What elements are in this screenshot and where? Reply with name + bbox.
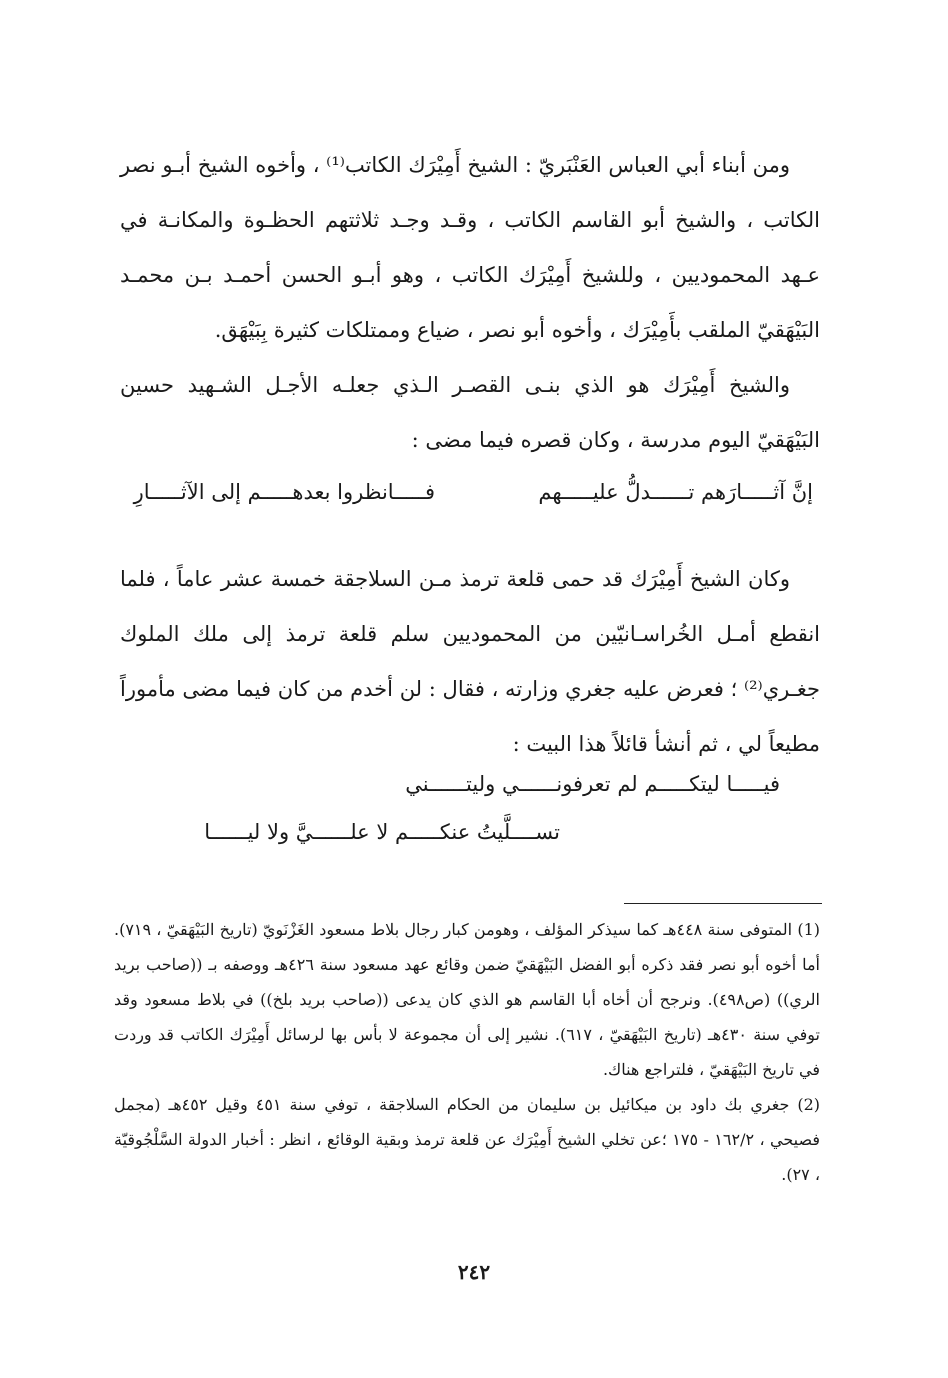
footnote-2: (2) جغري بك داود بن ميكائيل بن سليمان من الحكام السلاجقة ، توفي سنة ٤٥١ وقيل ٤٥٢هـ (مجمل فصيحي ، ١٦٢/٢ - ١٧٥ ؛عن تخلي الشيخ أَمِيْرَك عن قلعة ترمذ وبقية الوقائع ، انظر : أخبار الدولة السَّلْجُوقيّة ، ٢٧). bbox=[114, 1095, 821, 1184]
verse-2-line-1: فيـــــا ليتكـــــم لم تعرفونــــــي وليتــــــني bbox=[405, 772, 780, 796]
verse-1-hemistich-b: فـــــانظروا بعدهـــــم إلى الآثـــــارِ bbox=[133, 480, 435, 504]
paragraph-1: ومن أبناء أبي العباس العَنْبَريّ : الشيخ أَمِيْرَك الكاتب⁽¹⁾ ، وأخوه الشيخ أبـو نصر الكاتب ، والشيخ أبو القاسم الكاتب ، وقـد وجـد ثلاثتهم الحظـوة والمكانـة في عـهد المحموديين ، وللشيخ أَمِيْرَك الكاتب ، وهو أبـو الحسن أحمـد بـن محمـد البَيْهَقيّ الملقب بأَمِيْرَك ، وأخوه أبو نصر ، ضياع وممتلكات كثيرة بِبَيْهَق. bbox=[120, 153, 820, 342]
verse-1 bbox=[113, 480, 813, 530]
verse-1-hemistich-a: إنَّ آثـــــارَهم تــــــدلُّ عليـــــهم bbox=[538, 480, 813, 504]
paragraph-3: وكان الشيخ أَمِيْرَك قد حمى قلعة ترمذ مـن السلاجقة خمسة عشر عاماً ، فلما انقطع أمـل الخُراسـانيّين من المحموديين سلم قلعة ترمذ إلى ملك الملوك جغـري⁽²⁾ ؛ فعرض عليه جغري وزارته ، فقال : لن أخدم من كان فيما مضى مأموراً مطيعاً لي ، ثم أنشأ قائلاً هذا البيت : bbox=[120, 567, 820, 756]
main-text-continued bbox=[120, 552, 820, 772]
footnotes bbox=[114, 912, 820, 1192]
footnote-divider bbox=[624, 903, 822, 904]
footnote-1: (1) المتوفى سنة ٤٤٨هـ كما سيذكر المؤلف ، وهومن كبار رجال بلاط مسعود الغَزْنَويّ (تاريخ البَيْهَقيّ ، ٧١٩). أما أخوه أبو نصر فقد ذكره أبو الفضل البَيْهَقيّ ضمن وقائع عهد مسعود سنة ٤٢٦هـ ووصفه بـ ((صاحب بريد الري)) (ص٤٩٨). ونرجح أن أخاه أبا القاسم هو الذي كان يدعى ((صاحب بريد بلخ)) في بلاط مسعود وقد توفي سنة ٤٣٠هـ (تاريخ البَيْهَقيّ ، ٦١٧). نشير إلى أن مجموعة لا بأس بها لرسائل أَمِيْرَك الكاتب قد وردت في تاريخ البَيْهَقيّ ، فلتراجع هناك. bbox=[114, 920, 821, 1079]
main-text bbox=[120, 138, 820, 468]
page-number: ٢٤٢ bbox=[457, 1260, 491, 1284]
paragraph-2: والشيخ أَمِيْرَك هو الذي بنـى القصـر الـذي جعلـه الأجـل الشـهيد حسين البَيْهَقيّ اليوم مدرسة ، وكان قصره فيما مضى : bbox=[120, 373, 820, 452]
verse-2-line-2: تســــلَّيتُ عنكـــــم لا علــــــيَّ ولا ليــــــا bbox=[204, 820, 560, 844]
